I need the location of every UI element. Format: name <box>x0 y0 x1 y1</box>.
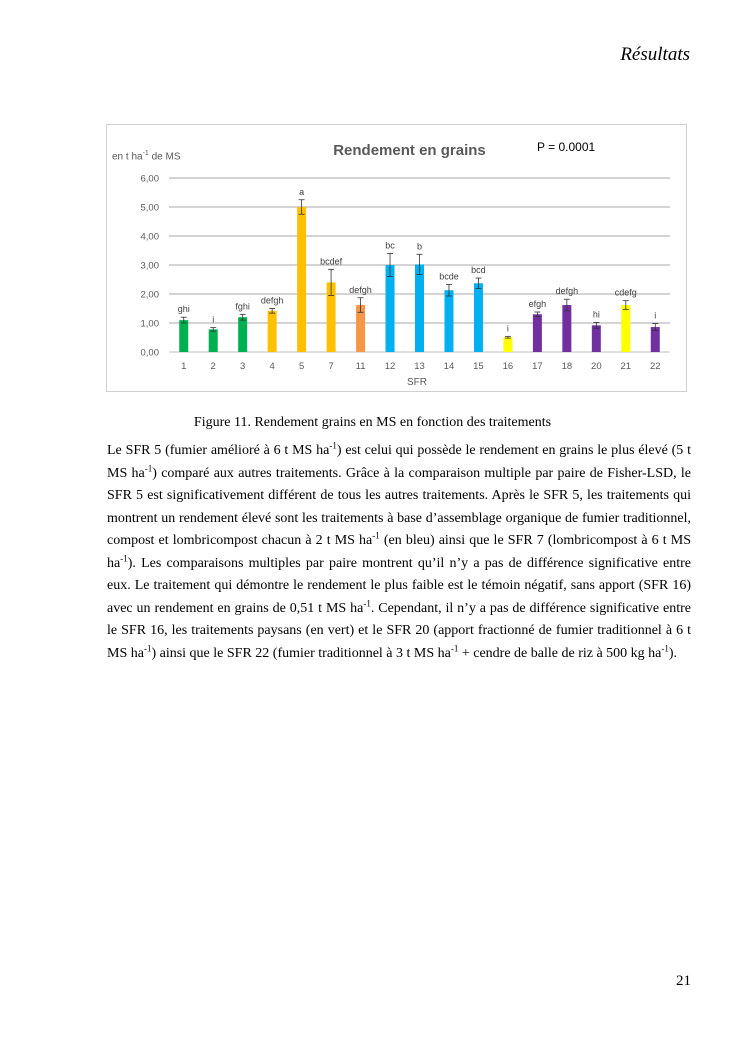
figure-caption: Figure 11. Rendement grains en MS en fonction des traitements <box>193 415 552 430</box>
bar-sfr-17 <box>533 314 542 352</box>
x-tick-label: 3 <box>240 361 246 372</box>
y-tick-label: 4,00 <box>140 231 159 243</box>
superscript: -1 <box>661 642 669 653</box>
text-segment: + cendre de balle de riz à 500 kg ha <box>458 645 662 661</box>
significance-letter: defgh <box>349 284 372 295</box>
y-label-pre: en t ha <box>112 151 143 163</box>
bar-sfr-15 <box>474 283 483 352</box>
bar-sfr-3 <box>238 317 247 352</box>
significance-letter: i <box>654 310 657 321</box>
x-tick-label: 11 <box>355 361 366 372</box>
superscript: -1 <box>120 552 128 563</box>
x-tick-label: 21 <box>620 361 632 372</box>
x-tick-label: 4 <box>269 361 275 372</box>
bar-sfr-13 <box>415 264 424 352</box>
significance-letter: efgh <box>528 298 547 309</box>
significance-letter: a <box>299 186 305 197</box>
x-tick-label: 2 <box>210 361 216 372</box>
x-tick-label: 14 <box>443 361 455 372</box>
y-tick-label: 5,00 <box>140 202 159 214</box>
significance-letter: fghi <box>235 301 250 312</box>
bar-sfr-20 <box>592 325 601 352</box>
bar-sfr-21 <box>621 305 630 352</box>
text-segment: ). <box>668 645 678 661</box>
text-segment: . Cependant, il n’y a pas de différence significative entre le SFR 16, les traitements paysans (en vert) et le SFR 20 (apport fractionné de fumier traditionnel à 6 t MS ha <box>107 600 691 661</box>
chart-plot <box>107 125 688 393</box>
x-tick-label: 5 <box>298 361 305 372</box>
superscript: -1 <box>144 462 153 473</box>
x-tick-label: 20 <box>591 361 602 372</box>
x-tick-label: 13 <box>414 361 425 372</box>
text-segment: Le SFR 5 (fumier amélioré à 6 t MS ha <box>107 443 330 458</box>
significance-letter: bcdef <box>320 256 343 267</box>
x-tick-label: 12 <box>384 361 396 372</box>
page-header-title: Résultats <box>620 44 690 65</box>
superscript: -1 <box>143 642 152 653</box>
superscript: -1 <box>450 642 459 653</box>
y-tick-label: 6,00 <box>140 173 159 185</box>
significance-letter: bcd <box>471 265 486 276</box>
y-label-post: de MS <box>148 151 181 163</box>
significance-letter: ghi <box>177 304 190 315</box>
page-number: 21 <box>676 973 691 989</box>
y-tick-label: 1,00 <box>140 318 159 330</box>
text-segment: ) est celui qui possède le rendement en grains le plus élevé (5 t MS ha <box>107 443 691 481</box>
bar-sfr-2 <box>209 329 218 352</box>
significance-letter: cdefg <box>614 287 637 298</box>
bar-sfr-5 <box>297 207 306 352</box>
superscript: -1 <box>329 440 337 451</box>
significance-letter: bcde <box>439 271 459 282</box>
chart-p-value: P = 0.0001 <box>537 140 596 154</box>
significance-letter: hi <box>592 309 600 320</box>
superscript: -1 <box>372 530 380 541</box>
text-segment: ) comparé aux autres traitements. Grâce à la comparaison multiple par paire de Fisher-LSD, le SFR 5 est significativement différent de tous les autres traitements. Après le SFR 5, les traitements qui montrent un rendement élevé sont les traitements à base d’assemblage organique de fumier traditionnel, compost et lombricompost chacun à 2 t MS ha <box>107 465 692 548</box>
chart-title: Rendement en grains <box>333 142 486 159</box>
x-tick-label: 7 <box>328 361 334 372</box>
y-label-sup: -1 <box>142 150 149 157</box>
significance-letter: i <box>212 314 215 325</box>
significance-letter: defgh <box>260 295 284 306</box>
significance-letter: i <box>506 323 509 334</box>
bar-sfr-14 <box>444 290 453 352</box>
bar-sfr-1 <box>179 320 188 352</box>
x-tick-label: 17 <box>532 361 543 372</box>
significance-letter: defgh <box>555 286 579 297</box>
chart-y-axis-label <box>112 150 181 162</box>
y-tick-label: 3,00 <box>140 260 159 272</box>
x-tick-label: 16 <box>502 361 514 372</box>
text-segment: ). Les comparaisons multiples par paire montrent qu’il n’y a pas de différence significative entre eux. Le traitement qui démontre le rendement le plus faible est le témoin négatif, sans apport (SFR 16) avec un rendement en grains de 0,51 t MS ha <box>107 555 691 616</box>
x-tick-label: 22 <box>649 361 661 372</box>
y-tick-label: 0,00 <box>140 347 159 359</box>
y-tick-label: 2,00 <box>140 289 159 301</box>
text-segment: (en bleu) ainsi que le SFR 7 (lombricompost à 6 t MS ha <box>107 533 691 571</box>
body-paragraph <box>107 440 691 665</box>
bar-sfr-18 <box>562 305 571 352</box>
chart-container <box>106 124 687 392</box>
bar-sfr-12 <box>386 265 395 352</box>
x-tick-label: 1 <box>181 361 187 372</box>
chart-x-axis-label: SFR <box>407 377 427 388</box>
significance-letter: b <box>416 241 423 252</box>
x-tick-label: 18 <box>561 361 573 372</box>
significance-letter: bc <box>385 240 395 251</box>
bar-sfr-4 <box>268 311 277 352</box>
bar-sfr-16 <box>503 337 512 352</box>
x-tick-label: 15 <box>473 361 484 372</box>
superscript: -1 <box>363 597 371 608</box>
text-segment: ) ainsi que le SFR 22 (fumier traditionnel à 3 t MS ha <box>151 645 451 661</box>
